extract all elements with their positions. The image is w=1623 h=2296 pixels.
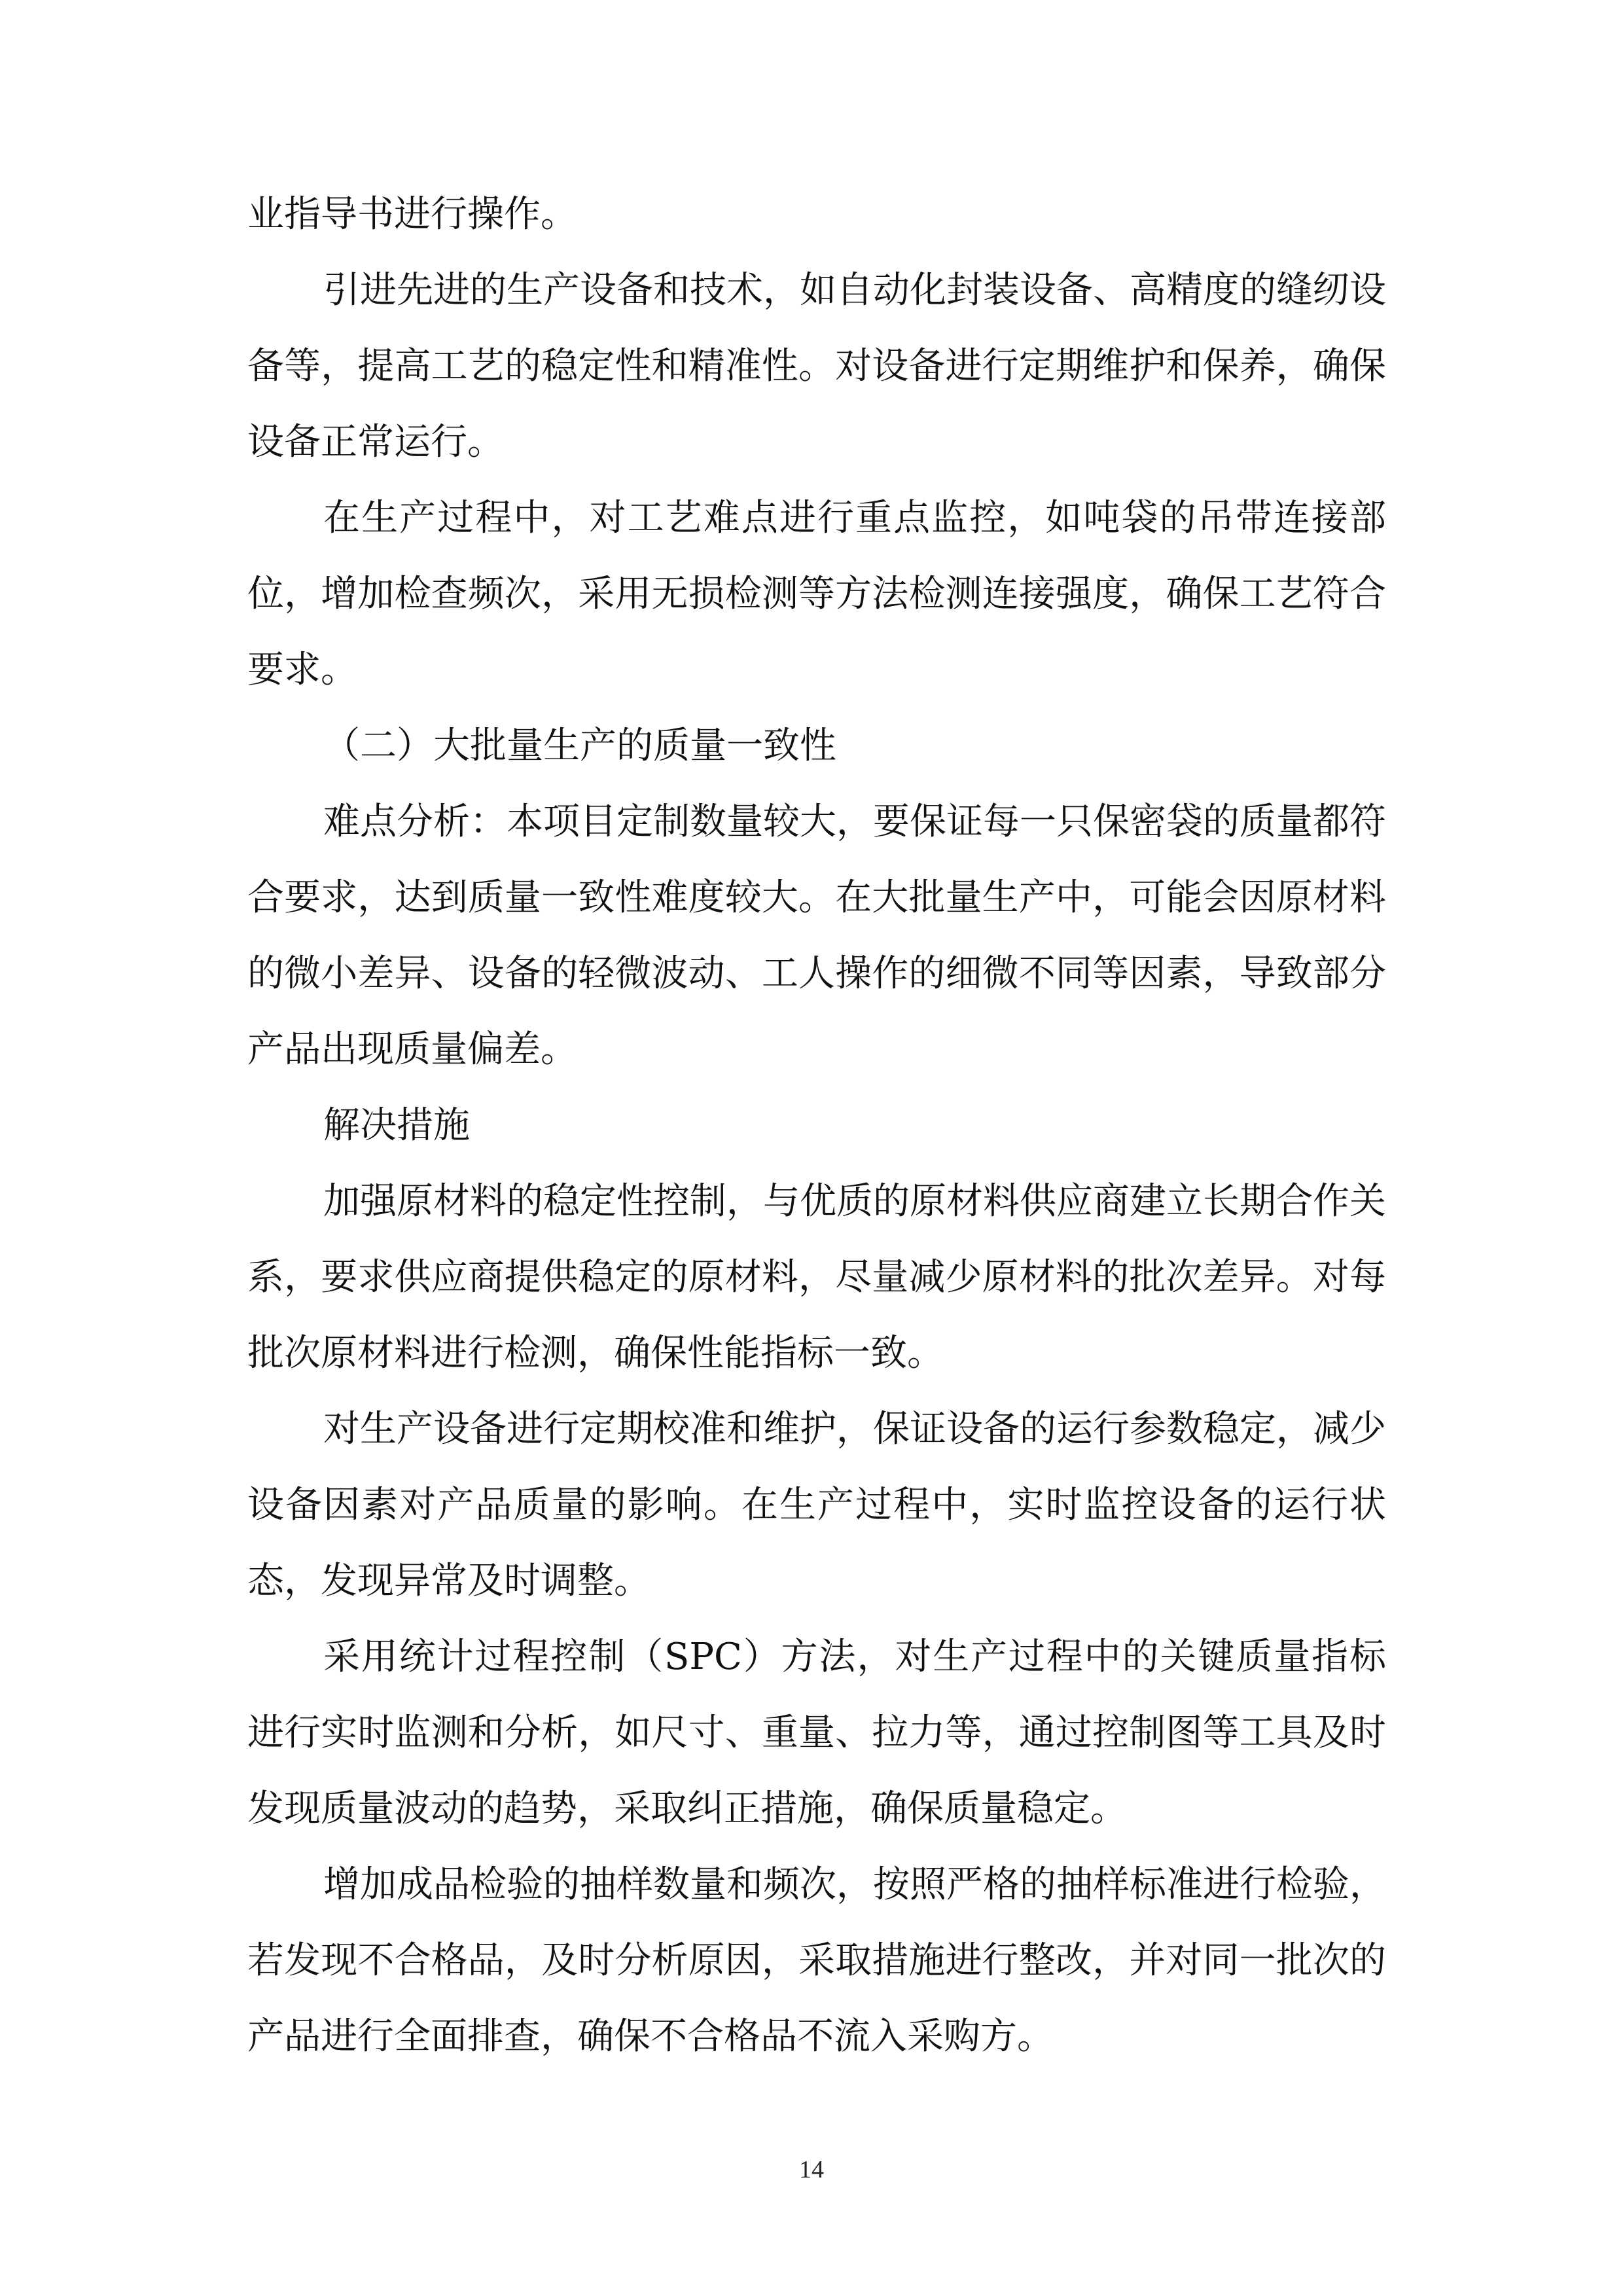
paragraph-1: 业指导书进行操作。 [247,193,577,236]
paragraph-difficulty-analysis: 难点分析：本项目定制数量较大，要保证每一只保密袋的质量都符合要求，达到质量一致性难度较大。在大批量生产中，可能会因原材料的微小差异、设备的轻微波动、工人操作的细微不同等因素，导致部分产品出现质量偏差。 [247,800,1386,1071]
paragraph-3: 在生产过程中，对工艺难点进行重点监控，如吨袋的吊带连接部位，增加检查频次，采用无损检测等方法检测连接强度，确保工艺符合要求。 [247,497,1386,691]
paragraph-2: 引进先进的生产设备和技术，如自动化封装设备、高精度的缝纫设备等，提高工艺的稳定性和精准性。对设备进行定期维护和保养，确保设备正常运行。 [247,269,1386,463]
subheading-solutions: 解决措施 [323,1104,470,1147]
section-heading: （二）大批量生产的质量一致性 [323,725,836,767]
body-text [247,177,1386,2075]
paragraph-equipment: 对生产设备进行定期校准和维护，保证设备的运行参数稳定，减少设备因素对产品质量的影响。在生产过程中，实时监控设备的运行状态，发现异常及时调整。 [247,1408,1386,1602]
paragraph-spc: 采用统计过程控制（SPC）方法，对生产过程中的关键质量指标进行实时监测和分析，如尺寸、重量、拉力等，通过控制图等工具及时发现质量波动的趋势，采取纠正措施，确保质量稳定。 [247,1636,1386,1830]
paragraph-raw-materials: 加强原材料的稳定性控制，与优质的原材料供应商建立长期合作关系，要求供应商提供稳定的原材料，尽量减少原材料的批次差异。对每批次原材料进行检测，确保性能指标一致。 [247,1180,1386,1374]
page-number: 14 [799,2156,824,2183]
paragraph-inspection: 增加成品检验的抽样数量和频次，按照严格的抽样标准进行检验，若发现不合格品，及时分析原因，采取措施进行整改，并对同一批次的产品进行全面排查，确保不合格品不流入采购方。 [247,1863,1386,2058]
